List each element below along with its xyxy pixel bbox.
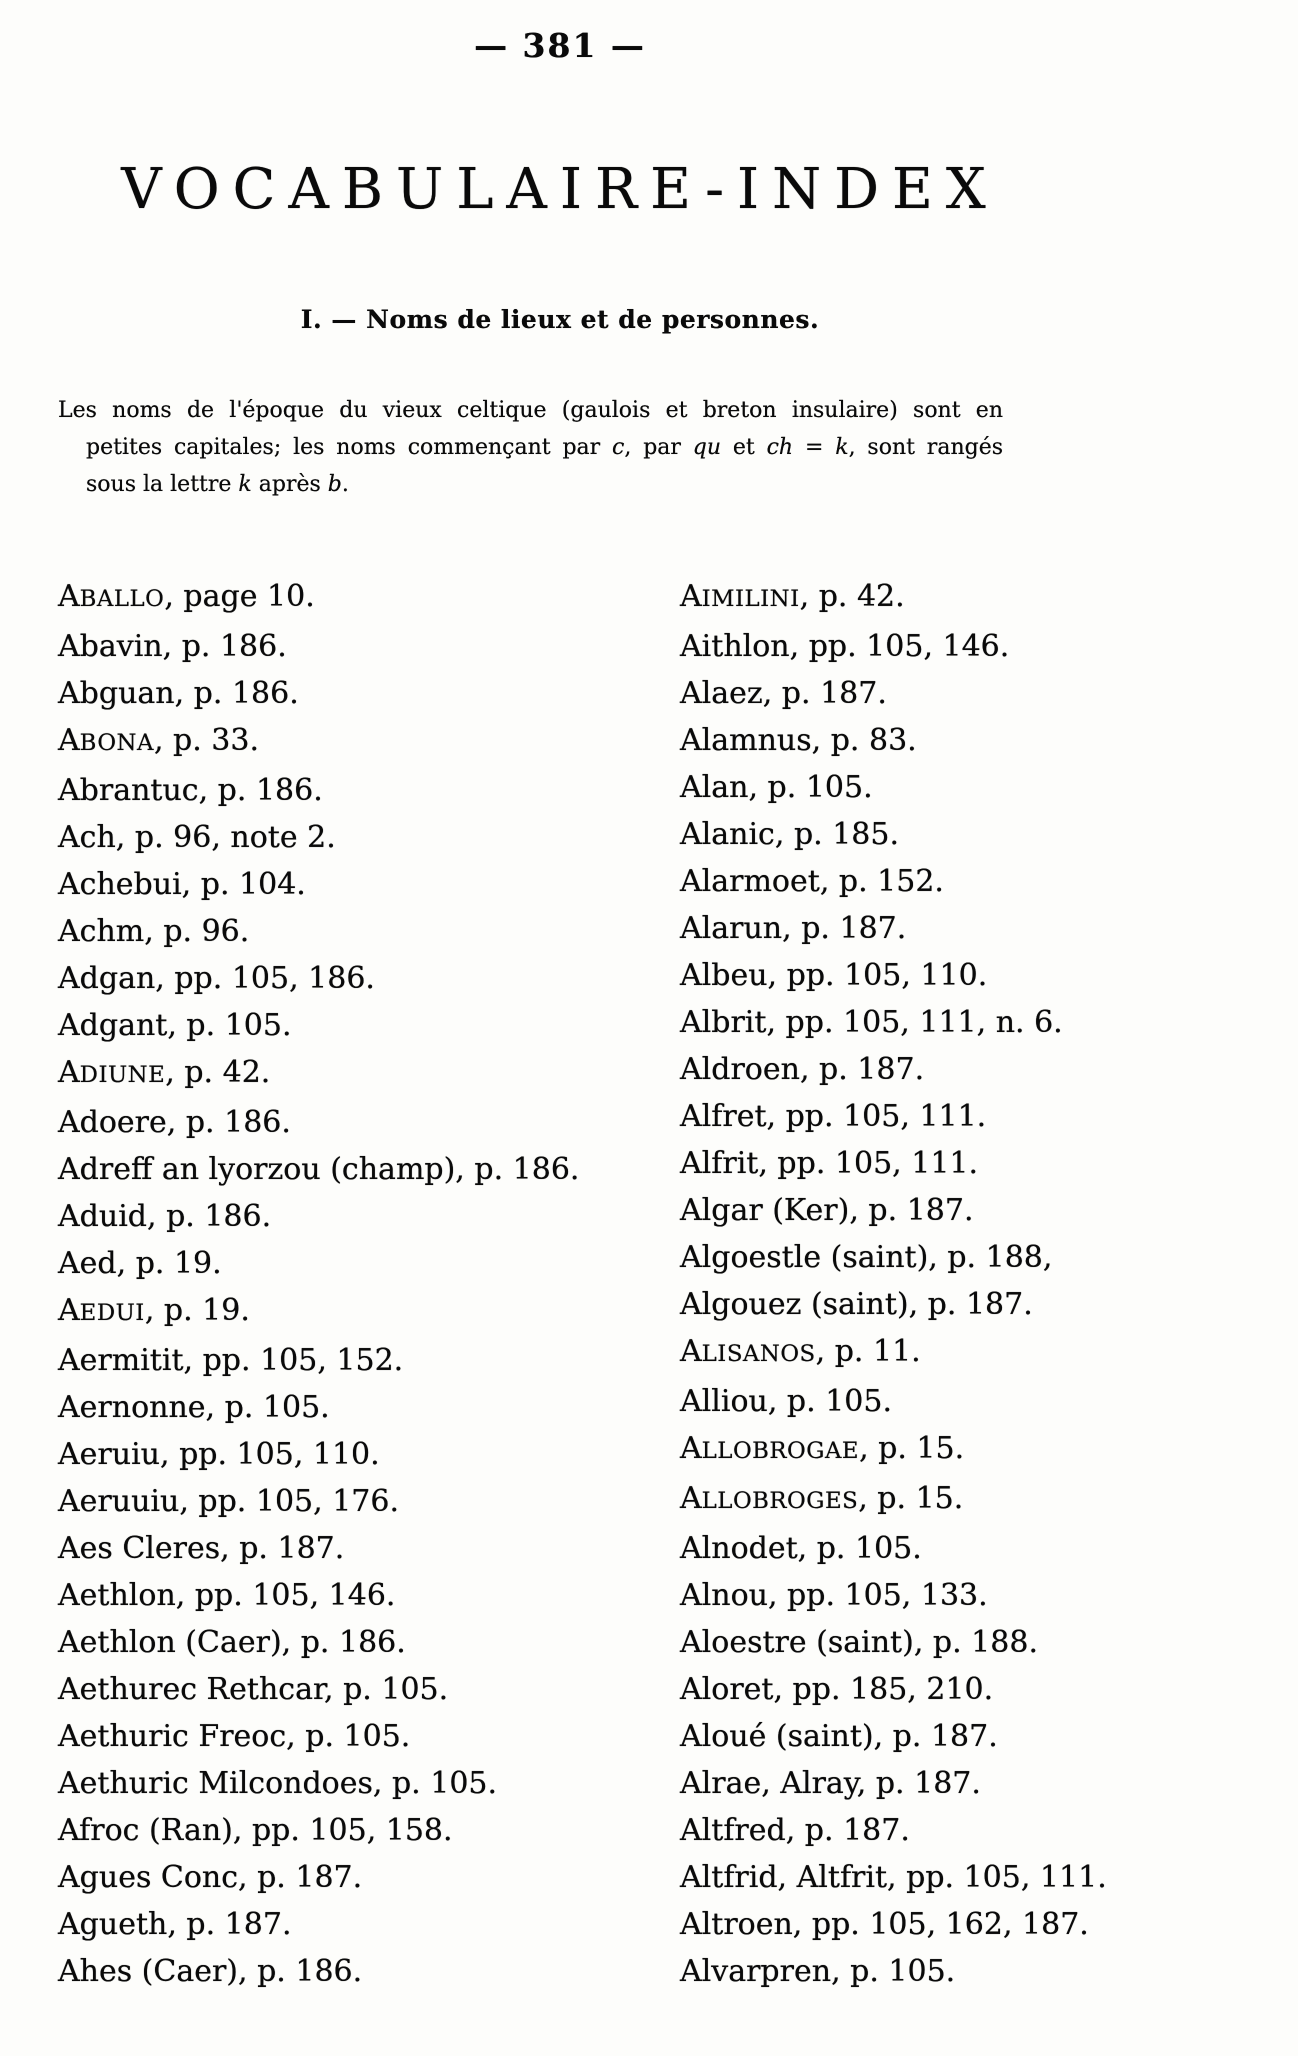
entry-refs: , p. 152. xyxy=(819,864,944,899)
index-column-right xyxy=(680,573,1265,1995)
page-title: VOCABULAIRE-INDEX xyxy=(121,157,999,222)
intro-italic-term: c xyxy=(612,435,625,460)
entry-refs: , p. 15. xyxy=(859,1431,965,1466)
index-entry xyxy=(680,1619,1265,1666)
entry-refs: , pp. 105, 152. xyxy=(183,1343,404,1378)
entry-refs: , p. 187. xyxy=(799,1052,925,1087)
index-entry xyxy=(58,1384,643,1431)
entry-refs: , pp. 105, 110. xyxy=(160,1437,380,1472)
entry-name: Aithlon xyxy=(680,629,790,664)
entry-refs: , p. 105. xyxy=(324,1672,449,1707)
intro-text: Les noms de l'époque du vieux celtique (gaulois et breton insulaire) sont en xyxy=(58,398,1003,423)
entry-refs: , pp. 105, 110. xyxy=(767,958,988,993)
entry-refs: , pp. 105, 111, n. 6. xyxy=(766,1005,1063,1040)
entry-name-initial: A xyxy=(680,1431,702,1466)
index-entry xyxy=(58,1948,643,1995)
entry-refs: , p. 187. xyxy=(849,1193,974,1228)
index-entry xyxy=(58,861,643,908)
intro-paragraph xyxy=(58,392,1003,503)
entry-refs: , p. 186. xyxy=(198,773,323,808)
entry-name-initial: A xyxy=(680,579,702,614)
entry-refs: , p. 187. xyxy=(238,1860,363,1895)
entry-name: Alamnus xyxy=(680,723,812,758)
index-entry xyxy=(58,1572,643,1619)
entry-refs: , p. 42. xyxy=(799,579,905,614)
entry-name-smallcaps: BONA xyxy=(79,730,154,756)
index-entry xyxy=(680,1234,1265,1281)
entry-refs: , p. 105. xyxy=(748,770,873,805)
intro-italic-term: k xyxy=(835,435,849,460)
entry-refs: , p. 11. xyxy=(815,1334,921,1369)
entry-name: Achm xyxy=(58,914,145,949)
entry-refs: , p. 186. xyxy=(166,1105,291,1140)
intro-text: après xyxy=(251,472,328,497)
entry-name: Aermitit xyxy=(58,1343,184,1378)
entry-refs: , p. 19. xyxy=(144,1293,250,1328)
index-entry xyxy=(58,1854,643,1901)
entry-name-smallcaps: LLOBROGAE xyxy=(701,1438,860,1464)
index-entry xyxy=(680,623,1265,670)
entry-name-smallcaps: BALLO xyxy=(79,586,165,612)
entry-name: Aes Cleres xyxy=(58,1531,221,1566)
index-entry xyxy=(58,1337,643,1384)
entry-name: Abavin xyxy=(58,629,163,664)
entry-refs: , p. 185. xyxy=(774,817,900,852)
entry-name: Alnou xyxy=(680,1578,768,1613)
intro-text: petites capitales; les noms commençant par xyxy=(86,435,613,460)
index-entry xyxy=(58,1760,643,1807)
entry-name: Agues Conc xyxy=(58,1860,239,1895)
intro-text: = xyxy=(793,435,836,460)
index-entry xyxy=(680,1093,1265,1140)
index-entry xyxy=(58,1002,643,1049)
index-entry xyxy=(58,1619,643,1666)
intro-italic-term: ch xyxy=(766,435,794,460)
entry-name: Aethuric Milcondoes xyxy=(58,1766,373,1801)
entry-refs: , p. 187. xyxy=(856,1766,981,1801)
index-entry xyxy=(680,1666,1265,1713)
index-entry xyxy=(680,573,1265,623)
entry-name: Algouez (saint) xyxy=(680,1287,909,1322)
entry-name: Alan xyxy=(680,770,749,805)
entry-name: Aethuric Freoc xyxy=(58,1719,287,1754)
section-heading: I. — Noms de lieux et de personnes. xyxy=(300,305,820,334)
entry-refs: , p. 186. xyxy=(455,1152,580,1187)
entry-name: Alfrit xyxy=(680,1146,759,1181)
entry-refs: , p. 188. xyxy=(913,1625,1038,1660)
entry-refs: , pp. 185, 210. xyxy=(773,1672,994,1707)
entry-refs: , p. 105. xyxy=(205,1390,330,1425)
entry-refs: , pp. 105, 176. xyxy=(179,1484,400,1519)
entry-refs: , p. 187. xyxy=(167,1907,292,1942)
entry-name: Agueth xyxy=(58,1907,168,1942)
entry-refs: , p. 187. xyxy=(762,676,887,711)
intro-text: . xyxy=(341,472,349,497)
entry-refs: , p. 33. xyxy=(153,723,260,758)
index-entry xyxy=(680,1328,1265,1378)
entry-name: Albeu xyxy=(680,958,768,993)
index-entry xyxy=(680,1425,1265,1475)
entry-name: Afroc (Ran) xyxy=(58,1813,233,1848)
entry-name: Aldroen xyxy=(680,1052,800,1087)
entry-name: Aeruuiu xyxy=(58,1484,180,1519)
entry-name: Adoere xyxy=(58,1105,167,1140)
index-entry xyxy=(680,999,1265,1046)
index-entry xyxy=(680,1525,1265,1572)
entry-name-smallcaps: LISANOS xyxy=(701,1341,816,1367)
intro-italic-term: b xyxy=(327,472,342,497)
entry-name: Algoestle (saint) xyxy=(680,1240,929,1275)
entry-refs: , p. 96. xyxy=(144,914,250,949)
entry-refs: , p. 188, xyxy=(928,1240,1053,1275)
entry-name: Aed xyxy=(58,1246,117,1281)
entry-name-smallcaps: EDUI xyxy=(79,1300,145,1326)
index-entry xyxy=(680,1760,1265,1807)
entry-name: Aloestre (saint) xyxy=(680,1625,914,1660)
entry-refs: , p. 105. xyxy=(167,1008,292,1043)
entry-name: Alaez xyxy=(680,676,763,711)
index-columns xyxy=(0,573,1298,1995)
entry-name: Aduid xyxy=(58,1199,147,1234)
entry-refs: , p. 19. xyxy=(116,1246,222,1281)
index-entry xyxy=(58,1901,643,1948)
index-entry xyxy=(680,905,1265,952)
entry-refs: , p. 105. xyxy=(767,1384,892,1419)
intro-text: , par xyxy=(624,435,693,460)
entry-refs: , pp. 105, 146. xyxy=(175,1578,396,1613)
index-entry xyxy=(680,1140,1265,1187)
entry-name: Alarun xyxy=(680,911,783,946)
index-entry xyxy=(58,767,643,814)
index-entry xyxy=(58,670,643,717)
intro-line xyxy=(58,429,1003,466)
entry-refs: , pp. 105, 162, 187. xyxy=(792,1907,1089,1942)
intro-text: , sont rangés xyxy=(848,435,1004,460)
entry-name-initial: A xyxy=(680,1334,702,1369)
entry-name: Aernonne xyxy=(58,1390,206,1425)
entry-refs: , pp. 105, 111. xyxy=(887,1860,1107,1895)
entry-name: Aloret xyxy=(680,1672,774,1707)
index-entry xyxy=(680,1948,1265,1995)
index-entry xyxy=(680,1187,1265,1234)
entry-refs: , pp. 105, 186. xyxy=(155,961,375,996)
entry-refs: , pp. 105, 133. xyxy=(767,1578,988,1613)
index-entry xyxy=(58,1049,643,1099)
entry-refs: , page 10. xyxy=(164,579,315,614)
index-entry xyxy=(58,1478,643,1525)
entry-name-initial: A xyxy=(58,579,80,614)
entry-name: Ahes (Caer) xyxy=(58,1954,239,1989)
index-entry xyxy=(58,1713,643,1760)
entry-refs: , p. 105. xyxy=(286,1719,411,1754)
index-entry xyxy=(58,908,643,955)
entry-name-initial: A xyxy=(58,723,80,758)
entry-refs: , p. 96, note 2. xyxy=(115,820,336,855)
entry-refs: , p. 186. xyxy=(174,676,299,711)
index-entry xyxy=(680,764,1265,811)
entry-name: Altfred xyxy=(680,1813,786,1848)
index-entry xyxy=(58,1287,643,1337)
entry-refs: , p. 187. xyxy=(785,1813,910,1848)
entry-name: Achebui xyxy=(58,867,182,902)
entry-name-smallcaps: IMILINI xyxy=(701,586,800,612)
entry-refs: , p. 105. xyxy=(372,1766,498,1801)
index-entry xyxy=(58,1807,643,1854)
entry-name: Alnodet xyxy=(680,1531,798,1566)
entry-refs: , p. 186. xyxy=(147,1199,272,1234)
entry-refs: , pp. 105, 146. xyxy=(789,629,1010,664)
entry-name-smallcaps: LLOBROGES xyxy=(701,1488,859,1514)
entry-refs: , p. 105. xyxy=(797,1531,922,1566)
entry-refs: , p. 186. xyxy=(162,629,287,664)
index-entry xyxy=(58,573,643,623)
entry-refs: , pp. 105, 111. xyxy=(758,1146,979,1181)
entry-name: Aethurec Rethcar xyxy=(58,1672,325,1707)
index-entry xyxy=(58,1099,643,1146)
index-entry xyxy=(680,1281,1265,1328)
entry-refs: , p. 187. xyxy=(908,1287,1033,1322)
index-entry xyxy=(58,955,643,1002)
entry-refs: , p. 187. xyxy=(220,1531,345,1566)
entry-name: Aloué (saint) xyxy=(680,1719,874,1754)
entry-name: Alliou xyxy=(680,1384,768,1419)
index-entry xyxy=(58,1525,643,1572)
entry-name: Abrantuc xyxy=(58,773,199,808)
index-entry xyxy=(58,1431,643,1478)
index-entry xyxy=(58,1146,643,1193)
index-entry xyxy=(680,811,1265,858)
intro-text: et xyxy=(721,435,767,460)
entry-refs: , p. 187. xyxy=(782,911,907,946)
entry-name: Altfrid, Altfrit xyxy=(680,1860,888,1895)
entry-name: Adgan xyxy=(58,961,156,996)
intro-line xyxy=(58,466,1003,503)
entry-name: Albrit xyxy=(680,1005,767,1040)
entry-name: Alanic xyxy=(680,817,775,852)
index-entry xyxy=(680,1475,1265,1525)
entry-name: Algar (Ker) xyxy=(680,1193,850,1228)
entry-name: Aethlon (Caer) xyxy=(58,1625,282,1660)
index-entry xyxy=(680,1901,1265,1948)
entry-name: Alarmoet xyxy=(680,864,820,899)
entry-refs: , p. 105. xyxy=(831,1954,956,1989)
index-entry xyxy=(680,717,1265,764)
index-entry xyxy=(680,1807,1265,1854)
entry-name: Alfret xyxy=(680,1099,767,1134)
entry-name: Aeruiu xyxy=(58,1437,160,1472)
entry-refs: , p. 83. xyxy=(811,723,917,758)
intro-italic-term: k xyxy=(238,472,252,497)
entry-name-initial: A xyxy=(680,1481,702,1516)
index-entry xyxy=(680,1854,1265,1901)
index-entry xyxy=(58,717,643,767)
intro-text: sous la lettre xyxy=(86,472,239,497)
entry-name-initial: A xyxy=(58,1055,80,1090)
index-entry xyxy=(680,1713,1265,1760)
entry-refs: , p. 186. xyxy=(238,1954,363,1989)
entry-name: Adreff an lyorzou (champ) xyxy=(58,1152,456,1187)
page-header xyxy=(20,0,1100,334)
index-entry xyxy=(680,952,1265,999)
index-entry xyxy=(58,1666,643,1713)
entry-name: Alrae, Alray xyxy=(680,1766,857,1801)
entry-name: Alvarpren xyxy=(680,1954,832,1989)
index-entry xyxy=(680,858,1265,905)
intro-italic-term: qu xyxy=(692,435,722,460)
entry-name: Abguan xyxy=(58,676,175,711)
entry-name: Altroen xyxy=(680,1907,793,1942)
index-entry xyxy=(58,814,643,861)
index-column-left xyxy=(58,573,643,1995)
intro-line xyxy=(58,392,1003,429)
index-entry xyxy=(680,1378,1265,1425)
entry-name: Adgant xyxy=(58,1008,168,1043)
index-entry xyxy=(680,1046,1265,1093)
index-entry xyxy=(680,670,1265,717)
page-number: — 381 — xyxy=(474,26,646,65)
entry-refs: , p. 104. xyxy=(181,867,306,902)
entry-refs: , p. 15. xyxy=(858,1481,964,1516)
entry-name-smallcaps: DIUNE xyxy=(79,1062,166,1088)
entry-refs: , pp. 105, 158. xyxy=(232,1813,453,1848)
entry-name: Aethlon xyxy=(58,1578,176,1613)
entry-name-initial: A xyxy=(58,1293,80,1328)
index-entry xyxy=(58,1240,643,1287)
index-entry xyxy=(58,623,643,670)
entry-refs: , p. 186. xyxy=(281,1625,406,1660)
entry-name: Ach xyxy=(58,820,116,855)
entry-refs: , p. 42. xyxy=(165,1055,271,1090)
index-entry xyxy=(58,1193,643,1240)
entry-refs: , pp. 105, 111. xyxy=(766,1099,987,1134)
index-entry xyxy=(680,1572,1265,1619)
entry-refs: , p. 187. xyxy=(873,1719,998,1754)
